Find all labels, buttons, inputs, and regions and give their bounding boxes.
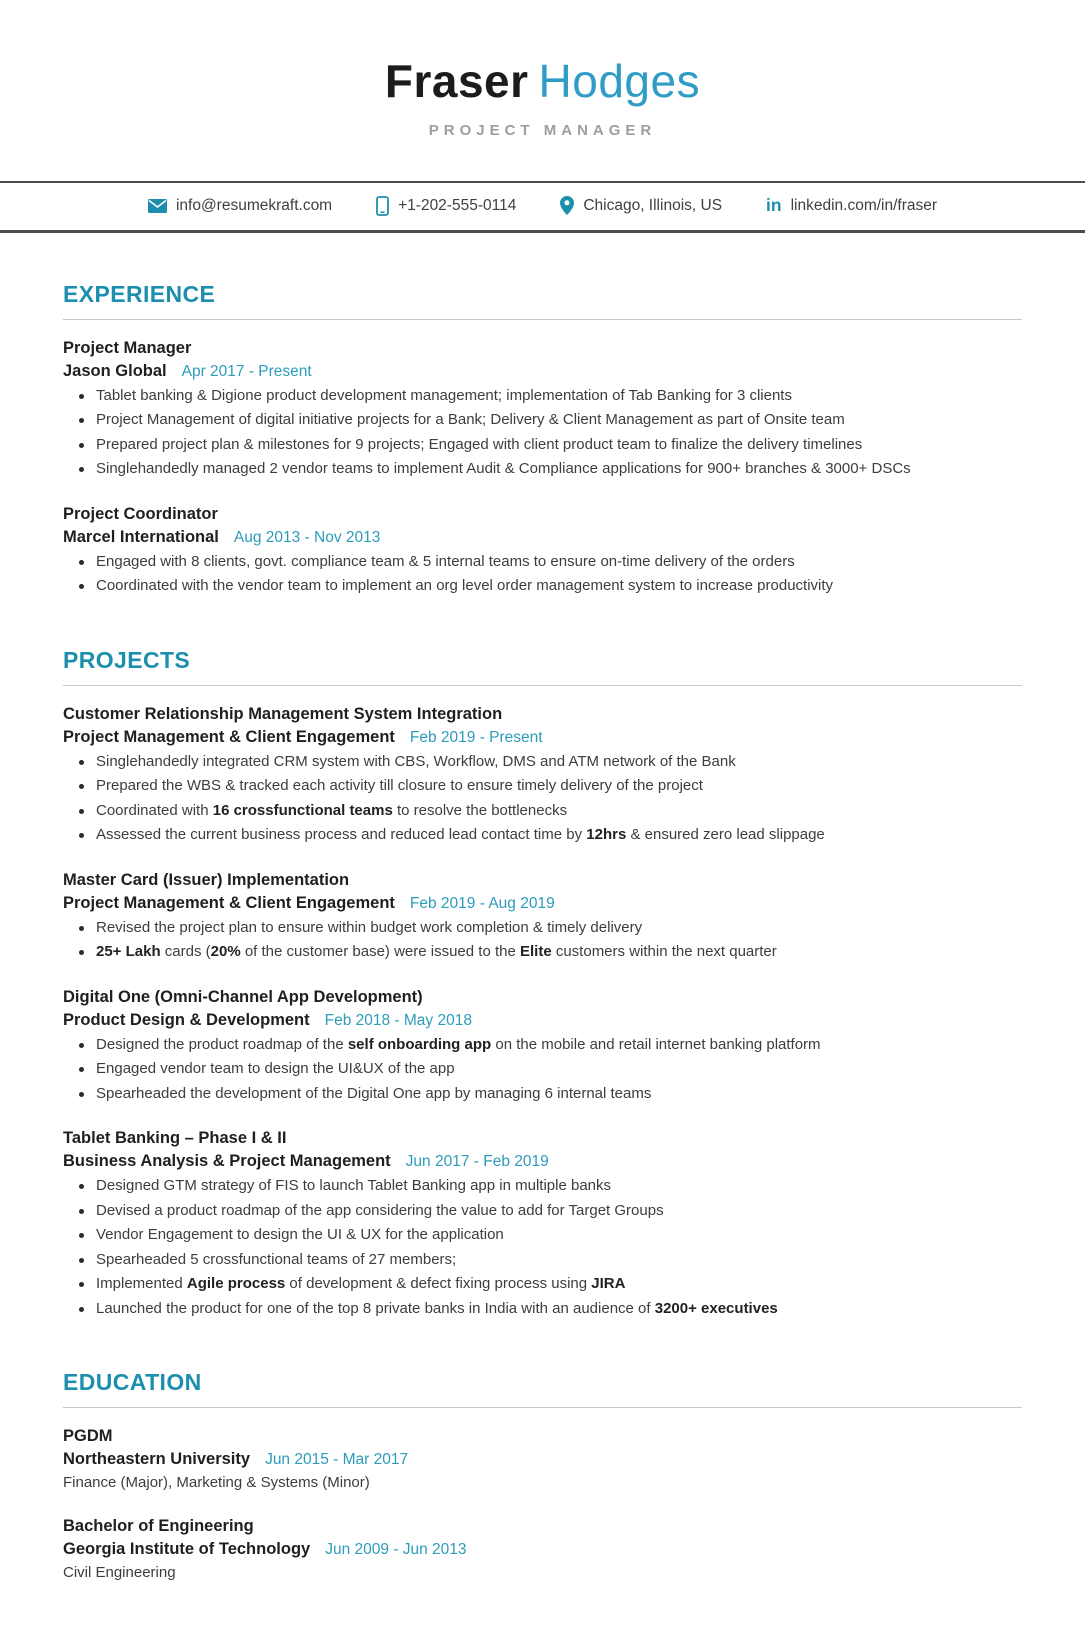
bullet-dot-icon <box>79 1067 84 1072</box>
section-title: EDUCATION <box>63 1369 202 1396</box>
entry-title: Customer Relationship Management System Integration <box>63 704 503 723</box>
entry-title: PGDM <box>63 1427 113 1446</box>
bullet-dot-icon <box>79 1233 84 1238</box>
bullet-text: Prepared the WBS & tracked each activity till closure to ensure timely delivery of the project <box>96 777 703 795</box>
bullet-dot-icon <box>79 1282 84 1287</box>
contact-bar <box>0 181 1085 233</box>
entry-subtitle: Marcel International <box>63 527 219 546</box>
sections-container <box>63 281 1022 1585</box>
linkedin-icon: in <box>766 194 782 215</box>
bullet-text: 25+ Lakh cards (20% of the customer base) were issued to the Elite customers within the next quarter <box>96 943 777 961</box>
entry-title: Digital One (Omni-Channel App Development) <box>63 987 423 1006</box>
bullet-text: Engaged with 8 clients, govt. compliance team & 5 internal teams to ensure on-time delivery of the orders <box>96 552 795 570</box>
bullet-text: Coordinated with 16 crossfunctional teams to resolve the bottlenecks <box>96 801 568 819</box>
entry-subtitle: Product Design & Development <box>63 1010 310 1029</box>
bullet-dot-icon <box>79 1092 84 1097</box>
bullet-text: Revised the project plan to ensure within budget work completion & timely delivery <box>96 918 643 936</box>
bullet-dot-icon <box>79 760 84 765</box>
entry-title: Project Manager <box>63 338 192 357</box>
bullet-text: Vendor Engagement to design the UI & UX for the application <box>96 1226 504 1244</box>
entry-subline <box>63 1150 1022 1173</box>
resume-section <box>63 281 1022 599</box>
resume-entry <box>63 869 1022 965</box>
person-name <box>0 56 1085 107</box>
bullet-item <box>63 1057 1022 1082</box>
entry-date: Jun 2015 - Mar 2017 <box>265 1451 409 1469</box>
entry-subline <box>63 1448 1022 1471</box>
resume-entry <box>63 1515 1022 1584</box>
contact-location <box>560 196 722 215</box>
entry-title: Project Coordinator <box>63 504 218 523</box>
bullet-text: Singlehandedly integrated CRM system with CBS, Workflow, DMS and ATM network of the Bank <box>96 752 736 770</box>
bullet-item <box>63 1297 1022 1322</box>
bullet-item <box>63 1174 1022 1199</box>
bullet-dot-icon <box>79 1184 84 1189</box>
location-icon <box>560 196 574 215</box>
entry-subtitle: Jason Global <box>63 361 167 380</box>
resume-section <box>63 1369 1022 1584</box>
bullet-item <box>63 384 1022 409</box>
bullet-dot-icon <box>79 467 84 472</box>
bullet-item <box>63 574 1022 599</box>
bullet-item <box>63 799 1022 824</box>
bullet-item <box>63 1082 1022 1107</box>
entry-subline <box>63 526 1022 549</box>
section-entries <box>63 703 1022 1322</box>
entry-subline <box>63 1538 1022 1561</box>
section-title: PROJECTS <box>63 646 191 673</box>
resume-entry <box>63 1127 1022 1321</box>
bullet-item <box>63 916 1022 941</box>
bullet-text: Devised a product roadmap of the app considering the value to add for Target Groups <box>96 1201 664 1219</box>
contact-email-text: info@resumekraft.com <box>175 196 333 214</box>
entry-subtitle: Northeastern University <box>63 1450 251 1469</box>
entry-title: Master Card (Issuer) Implementation <box>63 870 350 889</box>
bullet-dot-icon <box>79 394 84 399</box>
section-entries <box>63 337 1022 599</box>
bullet-dot-icon <box>79 560 84 565</box>
entry-date: Feb 2018 - May 2018 <box>324 1011 472 1029</box>
bullet-text: Engaged vendor team to design the UI&UX of the app <box>96 1060 455 1078</box>
contact-phone-text: +1-202-555-0114 <box>398 196 517 214</box>
resume-entry <box>63 337 1022 482</box>
bullet-dot-icon <box>79 1307 84 1312</box>
resume-section <box>63 647 1022 1322</box>
bullet-dot-icon <box>79 418 84 423</box>
bullet-dot-icon <box>79 1209 84 1214</box>
resume-entry <box>63 1425 1022 1494</box>
bullet-list <box>63 550 1022 599</box>
entry-subline <box>63 726 1022 749</box>
contact-linkedin-text: linkedin.com/in/fraser <box>790 196 938 214</box>
entry-subline <box>63 360 1022 383</box>
bullet-item <box>63 1223 1022 1248</box>
bullet-list <box>63 1174 1022 1321</box>
resume-body <box>0 281 1085 1644</box>
bullet-dot-icon <box>79 809 84 814</box>
bullet-text: Designed GTM strategy of FIS to launch Tablet Banking app in multiple banks <box>96 1177 612 1195</box>
entry-title: Bachelor of Engineering <box>63 1517 254 1536</box>
bullet-text: Designed the product roadmap of the self onboarding app on the mobile and retail internet banking platform <box>96 1035 821 1053</box>
entry-subtitle: Project Management & Client Engagement <box>63 893 395 912</box>
entry-subtitle: Business Analysis & Project Management <box>63 1152 391 1171</box>
bullet-item <box>63 408 1022 433</box>
bullet-item <box>63 750 1022 775</box>
entry-description: Civil Engineering <box>63 1564 176 1582</box>
bullet-list <box>63 384 1022 482</box>
contact-phone[interactable] <box>376 196 516 216</box>
section-entries <box>63 1425 1022 1584</box>
bullet-item <box>63 550 1022 575</box>
header <box>0 0 1085 139</box>
contact-location-text: Chicago, Illinois, US <box>583 196 723 214</box>
bullet-item <box>63 433 1022 458</box>
entry-date: Apr 2017 - Present <box>181 362 312 380</box>
bullet-text: Implemented Agile process of development & defect fixing process using JIRA <box>96 1275 626 1293</box>
bullet-dot-icon <box>79 784 84 789</box>
email-icon <box>148 199 167 213</box>
bullet-text: Tablet banking & Digione product development management; implementation of Tab Banking for 3 clients <box>96 386 792 404</box>
bullet-dot-icon <box>79 1258 84 1263</box>
entry-subline <box>63 1009 1022 1032</box>
bullet-list <box>63 750 1022 848</box>
section-rule <box>63 319 1022 320</box>
bullet-dot-icon <box>79 926 84 931</box>
resume-entry <box>63 986 1022 1107</box>
entry-date: Aug 2013 - Nov 2013 <box>233 528 381 546</box>
bullet-dot-icon <box>79 443 84 448</box>
contact-linkedin[interactable] <box>766 194 938 215</box>
entry-date: Jun 2009 - Jun 2013 <box>325 1541 467 1559</box>
bullet-text: Assessed the current business process and reduced lead contact time by 12hrs & ensured zero lead slippage <box>96 826 825 844</box>
bullet-text: Coordinated with the vendor team to implement an org level order management system to increase productivity <box>96 577 834 595</box>
section-title: EXPERIENCE <box>63 280 216 307</box>
entry-description: Finance (Major), Marketing & Systems (Minor) <box>63 1474 370 1492</box>
bullet-item <box>63 1199 1022 1224</box>
entry-date: Feb 2019 - Present <box>409 728 543 746</box>
bullet-item <box>63 1248 1022 1273</box>
resume-entry <box>63 703 1022 848</box>
bullet-dot-icon <box>79 584 84 589</box>
bullet-item <box>63 774 1022 799</box>
bullet-text: Spearheaded the development of the Digital One app by managing 6 internal teams <box>96 1084 652 1102</box>
bullet-item <box>63 823 1022 848</box>
bullet-item <box>63 940 1022 965</box>
section-rule <box>63 1407 1022 1408</box>
entry-date: Jun 2017 - Feb 2019 <box>405 1153 549 1171</box>
contact-email[interactable] <box>148 197 332 215</box>
section-rule <box>63 685 1022 686</box>
bullet-text: Launched the product for one of the top 8 private banks in India with an audience of 3200+ executives <box>96 1299 778 1317</box>
bullet-text: Singlehandedly managed 2 vendor teams to implement Audit & Compliance applications for 900+ branches & 3000+ DSCs <box>96 460 911 478</box>
bullet-dot-icon <box>79 833 84 838</box>
bullet-item <box>63 1033 1022 1058</box>
bullet-item <box>63 1272 1022 1297</box>
entry-subtitle: Georgia Institute of Technology <box>63 1540 311 1559</box>
entry-subtitle: Project Management & Client Engagement <box>63 727 395 746</box>
entry-title: Tablet Banking – Phase I & II <box>63 1129 287 1148</box>
bullet-dot-icon <box>79 950 84 955</box>
bullet-list <box>63 916 1022 965</box>
job-title: PROJECT MANAGER <box>428 121 657 139</box>
last-name: Hodges <box>538 55 701 107</box>
bullet-text: Prepared project plan & milestones for 9 projects; Engaged with client product team to finalize the delivery timelines <box>96 435 863 453</box>
first-name: Fraser <box>384 55 529 107</box>
phone-icon <box>376 196 389 216</box>
entry-subline <box>63 892 1022 915</box>
bullet-item <box>63 457 1022 482</box>
bullet-list <box>63 1033 1022 1107</box>
entry-date: Feb 2019 - Aug 2019 <box>409 894 555 912</box>
bullet-text: Spearheaded 5 crossfunctional teams of 27 members; <box>96 1250 457 1268</box>
bullet-dot-icon <box>79 1043 84 1048</box>
resume-entry <box>63 503 1022 599</box>
bullet-text: Project Management of digital initiative projects for a Bank; Delivery & Client Management as part of Onsite team <box>96 411 845 429</box>
